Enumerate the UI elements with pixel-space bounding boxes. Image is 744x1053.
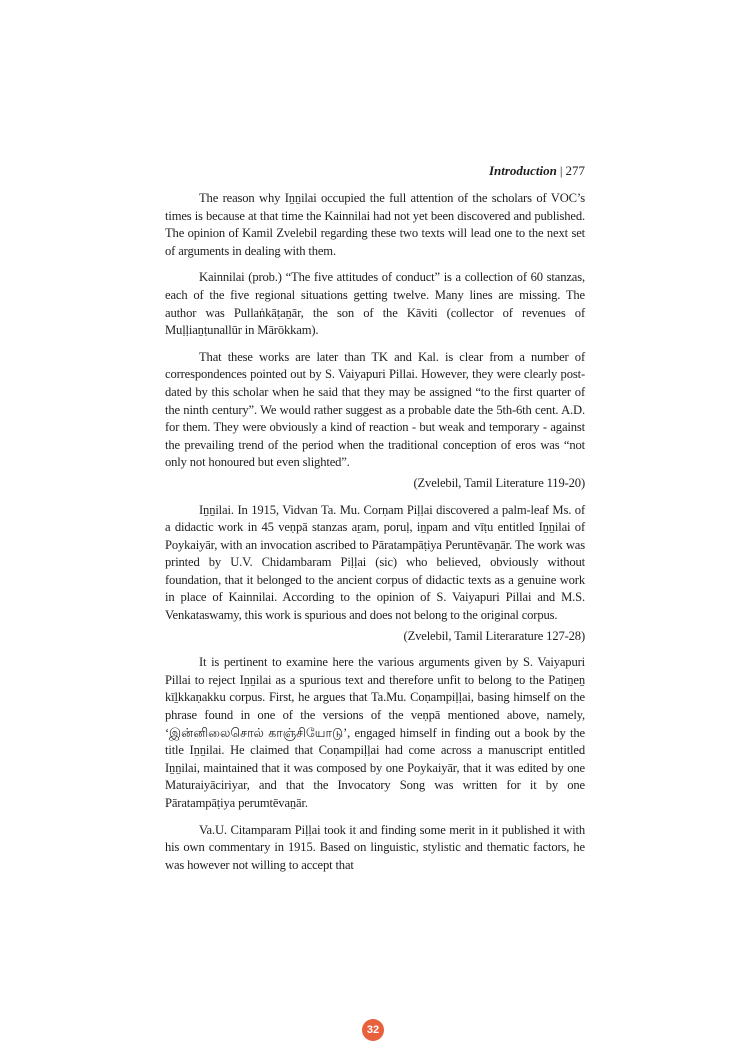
paragraph-1: The reason why Iṉṉilai occupied the full attention of the scholars of VOC’s times is because at that time the Kainnilai had not yet been discovered and published. The opinion of Kamil Zvelebil regarding these two texts will lead one to the next set of arguments in dealing with them. bbox=[165, 191, 585, 258]
page-body bbox=[165, 190, 585, 883]
paragraph-6: Va.U. Citamparam Piḷḷai took it and finding some merit in it published it with his own commentary in 1915. Based on linguistic, stylistic and thematic factors, he was however not willing to accept that bbox=[165, 822, 585, 872]
header-separator: | bbox=[559, 163, 563, 178]
citation-2: (Zvelebil, Tamil Literarature 127-28) bbox=[403, 628, 585, 643]
citation-1: (Zvelebil, Tamil Literature 119-20) bbox=[413, 475, 585, 490]
paragraph-5: It is pertinent to examine here the various arguments given by S. Vaiyapuri Pillai to reject Iṉṉilai as a spurious text and therefore unfit to belong to the Patiṉeṉ kīḻkkaṇakku corpus. First, he argues that Ta.Mu. Coṇampiḷḷai, basing himself on the phrase found in one of the versions of the veṇpā mentioned above, namely, ‘இன்னிலைசொல் காஞ்சியோடு’, engaged himself in finding out a book by the title Iṉṉilai. He claimed that Coṇampiḷḷai had come across a manuscript entitled Iṉṉilai, maintained that it was composed by one Poykaiyār, that it was edited by one Maturaiyāciriyar, and that the Invocatory Song was written for it by one Pāratampāṭiya perumtēvaṉār. bbox=[165, 655, 585, 810]
section-title: Introduction bbox=[488, 163, 557, 178]
running-header bbox=[489, 163, 585, 179]
paragraph-2: Kainnilai (prob.) “The five attitudes of conduct” is a collection of 60 stanzas, each of the five regional situations getting twelve. Many lines are missing. The author was Pullaṅkāṭaṉār, the son of the Kāviti (collector of revenues of Muḷḷiaṉṭunallūr in Mārōkkam). bbox=[165, 270, 585, 338]
paragraph-3: That these works are later than TK and Kal. is clear from a number of correspondences pointed out by S. Vaiyapuri Pillai. However, they were clearly post-dated by this scholar when he said that they may be assigned “to the first quarter of the ninth century”. We would rather suggest as a probable date the 5th-6th cent. A.D. for them. They were obviously a kind of reaction - but weak and temporary - against the prevailing trend of the period when the traditional conception of eros was “not only not honoured but even slighted”. bbox=[165, 349, 585, 470]
paragraph-4: Iṉṉilai. In 1915, Vidvan Ta. Mu. Corṇam Piḷḷai discovered a palm-leaf Ms. of a didactic work in 45 veṇpā stanzas aṟam, poruḷ, iṉpam and vīṭu entitled Iṉṉilai of Poykaiyār, with an invocation ascribed to Pāratampāṭiya Peruntēvaṉār. The work was printed by U.V. Chidambaram Piḷḷai (sic) who believed, obviously without foundation, that it belonged to the ancient corpus of didactic texts as a genuine work in place of Kainnilai. According to the opinion of S. Vaiyapuri Pillai and M.S. Venkataswamy, this work is spurious and does not belong to the original corpus. bbox=[165, 502, 585, 623]
book-page-number: 277 bbox=[565, 163, 585, 178]
page-number-badge: 32 bbox=[362, 1019, 384, 1041]
